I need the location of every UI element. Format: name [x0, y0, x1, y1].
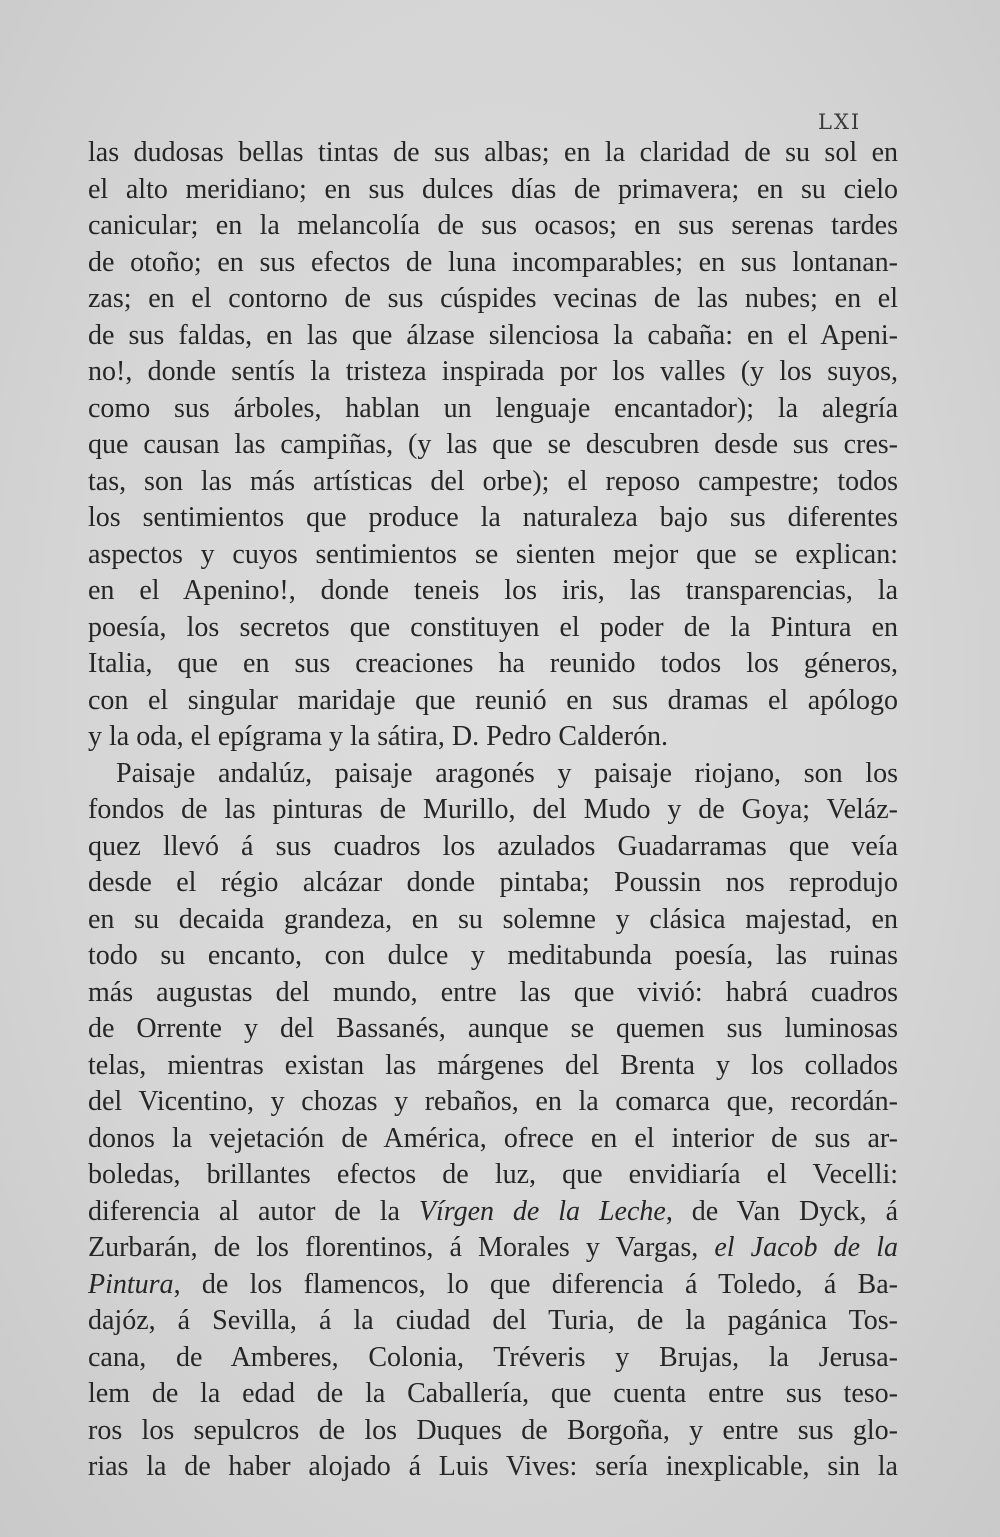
- text-line: [88, 865, 898, 902]
- text-line: [88, 683, 898, 720]
- line-text: zas; en el contorno de sus cúspides vecinas de las nubes; en el: [88, 283, 898, 314]
- text-line: [88, 719, 898, 756]
- line-text: los sentimientos que produce la naturaleza bajo sus diferentes: [88, 502, 898, 533]
- text-line: [88, 208, 898, 245]
- body-text: [88, 135, 898, 1486]
- text-line: [88, 464, 898, 501]
- text-line: [88, 792, 898, 829]
- line-text: del Vicentino, y chozas y rebaños, en la comarca que, recordán-: [88, 1086, 898, 1117]
- line-text: dajóz, á Sevilla, á la ciudad del Turia, de la pagánica Tos-: [88, 1305, 898, 1336]
- text-line: [88, 975, 898, 1012]
- line-text: con el singular maridaje que reunió en sus dramas el apólogo: [88, 684, 898, 716]
- text-line: [88, 172, 898, 209]
- line-text: de Orrente y del Bassanés, aunque se quemen sus luminosas: [88, 1013, 898, 1044]
- text-line: [88, 610, 898, 647]
- text-line: [88, 1376, 898, 1413]
- line-text: como sus árboles, hablan un lenguaje encantador); la alegría: [88, 392, 898, 424]
- line-text: aspectos y cuyos sentimientos se sienten mejor que se explican:: [88, 538, 898, 570]
- line-text: el alto meridiano; en sus dulces días de primavera; en su cielo: [88, 173, 898, 205]
- line-text: de sus faldas, en las que álzase silenciosa la cabaña: en el Apeni-: [88, 319, 898, 351]
- text-line: [88, 902, 898, 939]
- line-text: Zurbarán, de los florentinos, á Morales y Vargas,: [88, 1232, 715, 1263]
- text-line: [88, 391, 898, 428]
- line-text: quez llevó á sus cuadros los azulados Guadarramas que veía: [88, 830, 898, 862]
- line-text: Paisaje andalúz, paisaje aragonés y paisaje riojano, son los: [116, 757, 898, 789]
- line-text: todo su encanto, con dulce y meditabunda poesía, las ruinas: [88, 940, 898, 971]
- line-text: canicular; en la melancolía de sus ocasos; en sus serenas tardes: [88, 210, 898, 241]
- line-text: , de Van Dyck, á: [665, 1195, 898, 1227]
- text-line: [88, 281, 898, 318]
- line-text: y la oda, el epígrama y la sátira, D. Pedro Calderón.: [88, 721, 669, 752]
- text-line: [88, 1449, 898, 1486]
- line-text: , de los flamencos, lo que diferencia á Toledo, á Ba-: [173, 1268, 898, 1300]
- text-line: [88, 1340, 898, 1377]
- italic-title-text: Pintura: [88, 1268, 174, 1300]
- text-line: [88, 1194, 898, 1231]
- text-line: [88, 938, 898, 975]
- text-line: [88, 354, 898, 391]
- line-text: en su decaida grandeza, en su solemne y clásica majestad, en: [88, 903, 898, 935]
- text-line: [88, 1084, 898, 1121]
- text-line: [88, 1230, 898, 1267]
- line-text: más augustas del mundo, entre las que vivió: habrá cuadros: [88, 976, 898, 1008]
- text-line: [88, 1048, 898, 1085]
- text-line: [88, 573, 898, 610]
- line-text: desde el régio alcázar donde pintaba; Poussin nos reprodujo: [88, 867, 898, 898]
- text-line: [88, 500, 898, 537]
- text-line: [88, 1413, 898, 1450]
- text-line: [88, 135, 898, 172]
- italic-title-text: Vírgen de la Leche: [418, 1195, 666, 1227]
- line-text: no!, donde sentís la tristeza inspirada por los valles (y los suyos,: [88, 356, 898, 387]
- line-text: poesía, los secretos que constituyen el poder de la Pintura en: [88, 611, 898, 643]
- line-text: que causan las campiñas, (y las que se descubren desde sus cres-: [88, 429, 898, 460]
- line-text: lem de la edad de la Caballería, que cuenta entre sus teso-: [88, 1378, 898, 1409]
- line-text: cana, de Amberes, Colonia, Tréveris y Brujas, la Jerusa-: [88, 1341, 898, 1373]
- text-line: [88, 646, 898, 683]
- line-text: rias la de haber alojado á Luis Vives: sería inexplicable, sin la: [88, 1451, 898, 1482]
- line-text: fondos de las pinturas de Murillo, del Mudo y de Goya; Veláz-: [88, 794, 898, 825]
- line-text: las dudosas bellas tintas de sus albas; en la claridad de su sol en: [88, 137, 898, 168]
- line-text: en el Apenino!, donde teneis los iris, las transparencias, la: [88, 575, 898, 606]
- text-line: [88, 1267, 898, 1304]
- line-text: Italia, que en sus creaciones ha reunido todos los géneros,: [88, 648, 898, 679]
- text-line: [88, 1303, 898, 1340]
- line-text: donos la vejetación de América, ofrece en el interior de sus ar-: [88, 1122, 898, 1154]
- text-line: [88, 1121, 898, 1158]
- line-text: de otoño; en sus efectos de luna incomparables; en sus lontanan-: [88, 246, 898, 278]
- text-line: [88, 427, 898, 464]
- text-line: [88, 756, 898, 793]
- page-number: LXI: [818, 110, 862, 134]
- text-line: [88, 1157, 898, 1194]
- text-line: [88, 537, 898, 574]
- italic-title-text: el Jacob de la: [714, 1232, 898, 1263]
- text-line: [88, 1011, 898, 1048]
- line-text: diferencia al autor de la: [88, 1195, 419, 1227]
- line-text: telas, mientras existan las márgenes del Brenta y los collados: [88, 1049, 898, 1081]
- line-text: ros los sepulcros de los Duques de Borgoña, y entre sus glo-: [88, 1414, 898, 1446]
- text-line: [88, 829, 898, 866]
- text-line: [88, 245, 898, 282]
- text-line: [88, 318, 898, 355]
- line-text: tas, son las más artísticas del orbe); el reposo campestre; todos: [88, 465, 898, 497]
- line-text: boledas, brillantes efectos de luz, que envidiaría el Vecelli:: [88, 1159, 898, 1190]
